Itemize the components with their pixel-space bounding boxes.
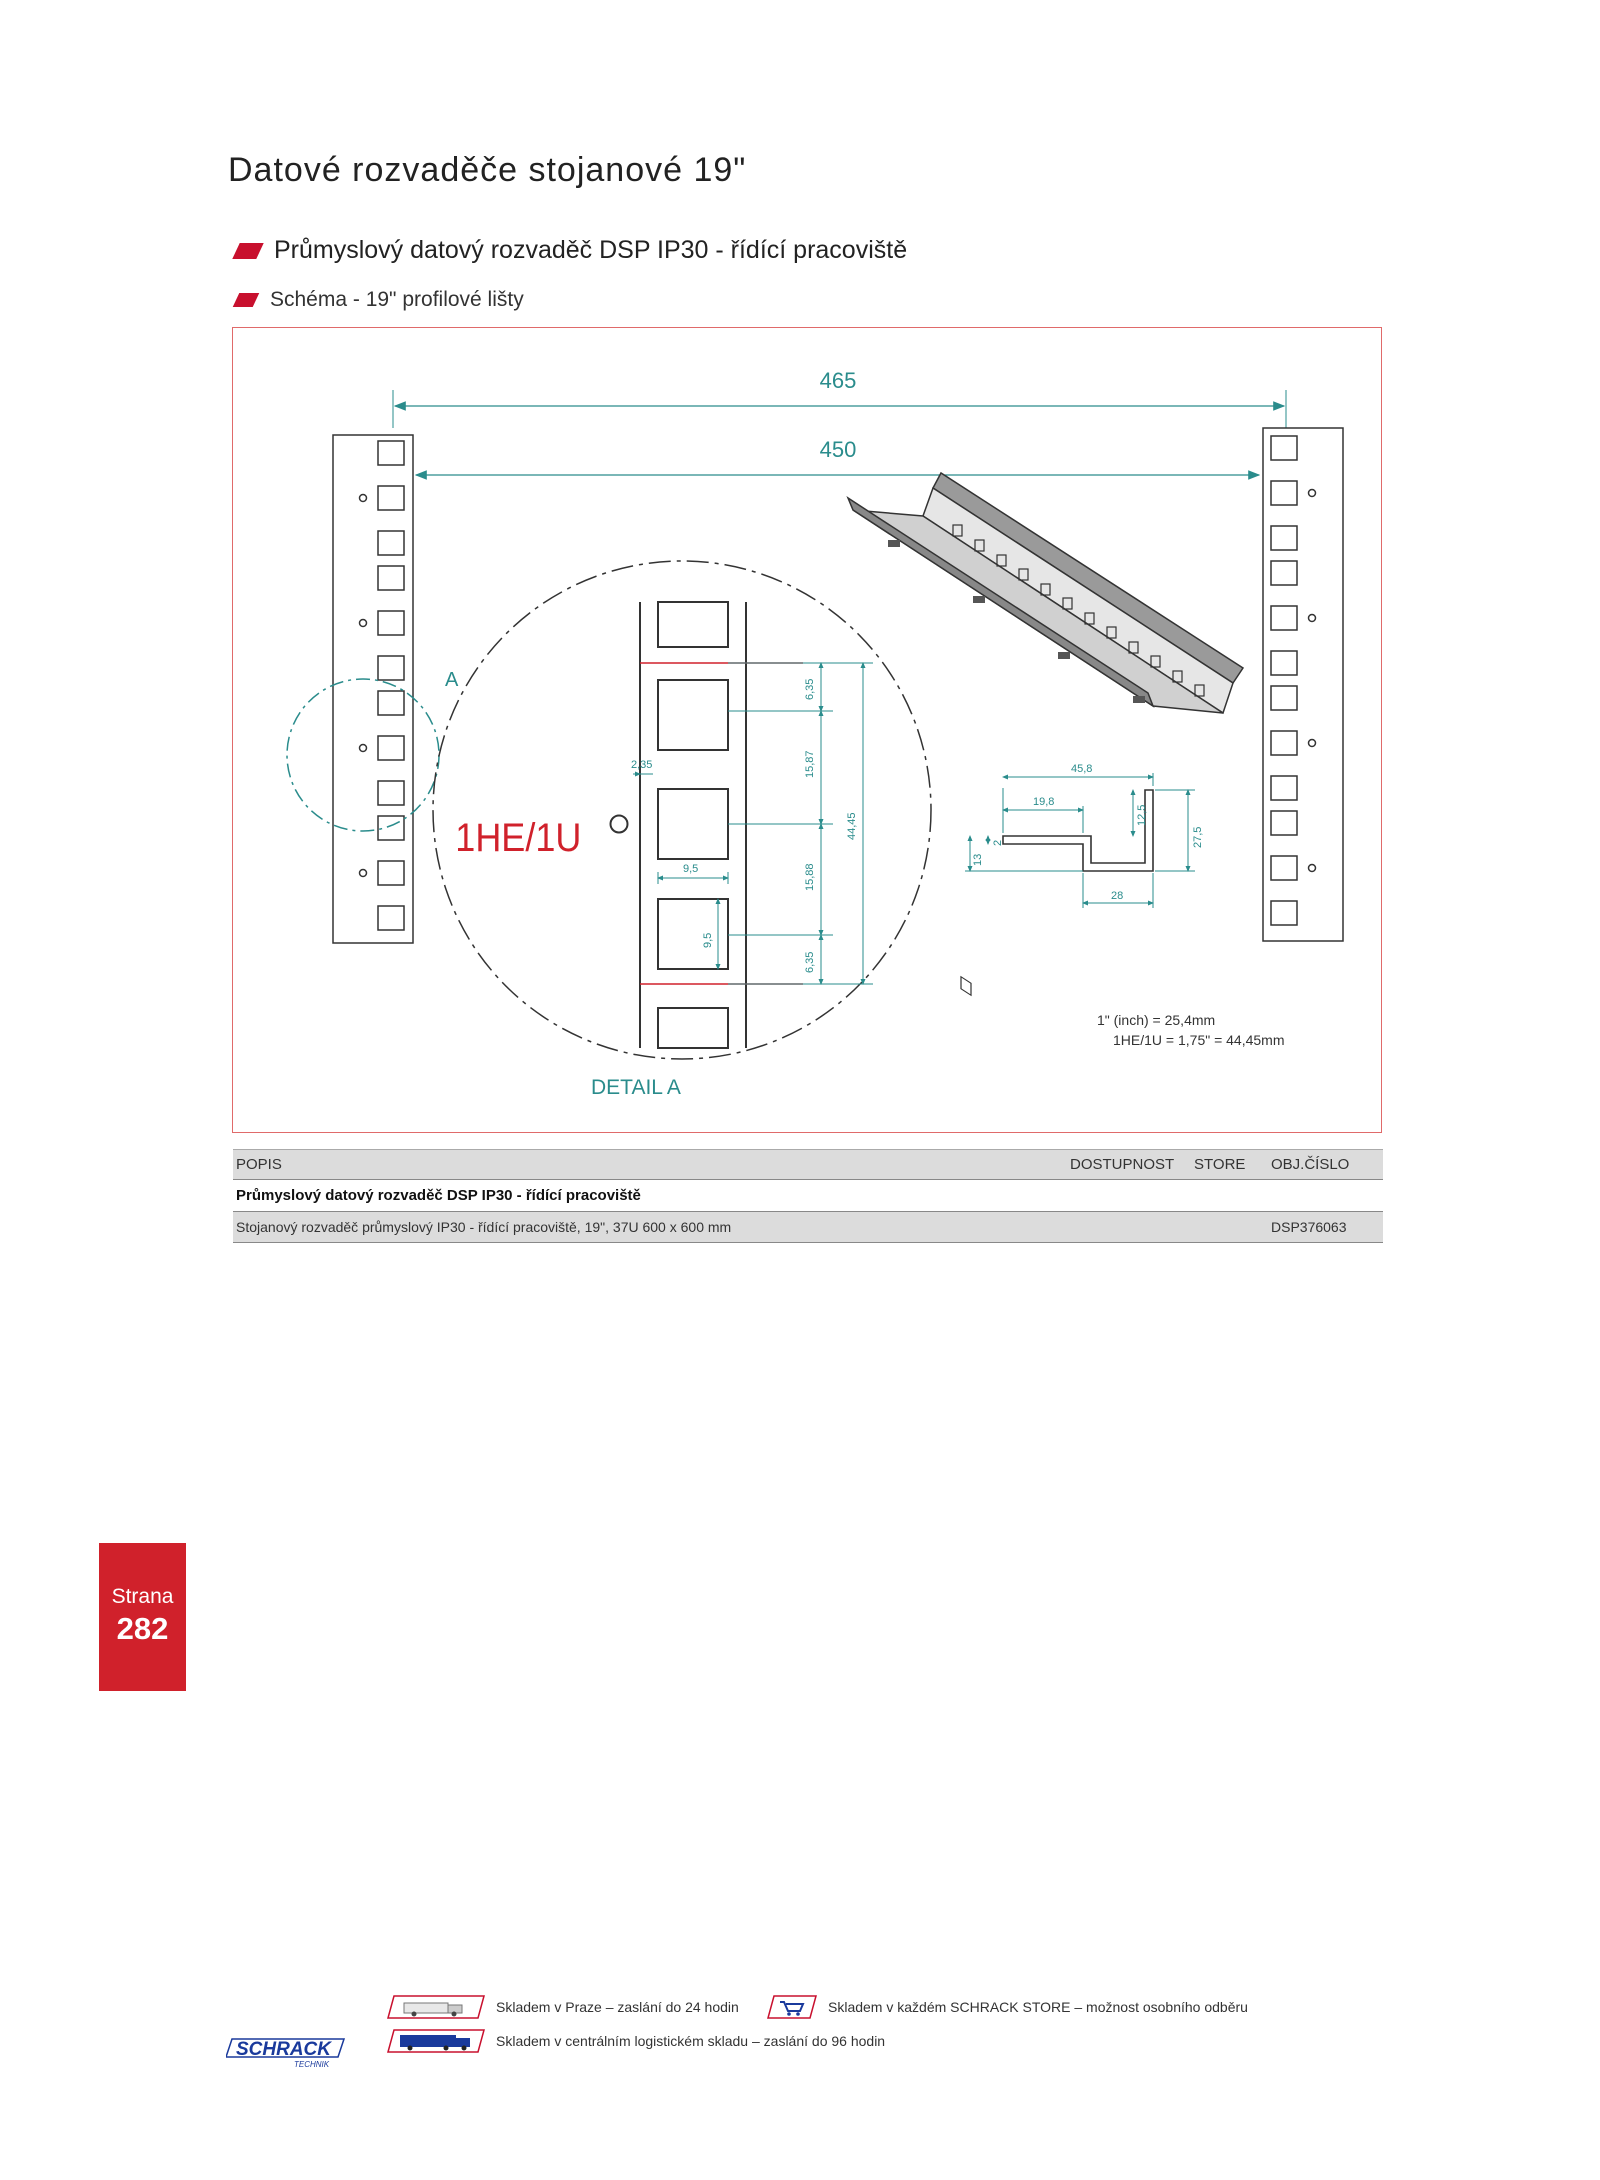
page-number: 282 [116,1611,169,1646]
shopping-cart-icon [766,1994,818,2020]
row-description: Stojanový rozvaděč průmyslový IP30 - řídící pracoviště, 19", 37U 600 x 600 mm [236,1219,732,1235]
red-marker-icon [233,293,260,307]
delivery-truck-icon [386,2028,486,2054]
table-group-title [233,1180,1383,1212]
header-availability: DOSTUPNOST [1070,1156,1175,1173]
rail-3d-illustration [848,473,1243,995]
schema-diagram [232,327,1382,1133]
schrack-logo [226,2035,350,2072]
header-store: STORE [1194,1156,1246,1173]
footer-text-central: Skladem v centrálním logistickém skladu – zaslání do 96 hodin [496,2033,886,2049]
dim-profile-1: 45,8 [1071,763,1093,775]
dim-detail-5: 44,45 [846,812,858,840]
detail-circle-small [287,679,439,831]
footer-line-central [386,2028,885,2054]
dimension-450 [416,437,1259,475]
dim-profile-3: 12,5 [1136,804,1148,826]
dim-450-label: 450 [819,437,857,462]
delivery-van-icon [386,1994,486,2020]
footer-text-store: Skladem v každém SCHRACK STORE – možnost osobního odběru [828,1999,1248,2015]
product-heading [236,236,907,265]
dim-detail-1: 6,35 [804,678,816,700]
schema-heading [236,288,524,312]
row-order-number: DSP376063 [1271,1219,1347,1235]
dim-profile-7: 28 [1111,890,1124,902]
profile-cross-section [965,763,1204,908]
dim-profile-2: 19,8 [1033,796,1055,808]
product-table [233,1149,1383,1243]
detail-caption: DETAIL A [591,1076,681,1099]
note-unit: 1HE/1U = 1,75" = 44,45mm [1113,1032,1285,1048]
dim-detail-3: 15,88 [804,863,816,891]
unit-label: 1HE/1U [455,816,582,861]
dim-detail-2: 15,87 [804,750,816,778]
page-tab-label: Strana [111,1585,174,1608]
dim-profile-5: 2 [992,839,1004,846]
dimension-465 [393,368,1286,428]
page-number-tab [99,1543,186,1691]
group-title: Průmyslový datový rozvaděč DSP IP30 - řídící pracoviště [236,1187,641,1204]
table-row [233,1212,1383,1243]
dim-profile-4: 27,5 [1192,826,1204,848]
note-inch: 1" (inch) = 25,4mm [1097,1012,1216,1028]
table-header [233,1149,1383,1180]
dim-detail-7: 9,5 [683,863,699,875]
footer-text-prague: Skladem v Praze – zaslání do 24 hodin [496,1999,739,2015]
right-rail [1263,428,1343,941]
detail-a-drawing [455,602,873,1099]
dim-detail-6: 2,35 [631,759,653,771]
schema-drawing [233,328,1383,1134]
header-order-number: OBJ.ČÍSLO [1271,1156,1350,1173]
logo-text: SCHRACK [236,2039,331,2060]
dim-profile-6: 13 [972,853,984,866]
dim-465-label: 465 [819,368,857,393]
page-title: Datové rozvaděče stojanové 19" [228,150,747,189]
schema-heading-text: Schéma - 19" profilové lišty [270,288,524,311]
dim-detail-8: 9,5 [702,932,714,948]
logo-subtext: TECHNIK [294,2060,330,2069]
footer-line-store [766,1994,1248,2020]
header-description: POPIS [236,1156,282,1173]
footer-line-prague [386,1994,739,2020]
detail-marker-label: A [445,669,459,691]
dim-detail-4: 6,35 [804,951,816,973]
red-marker-icon [232,243,263,259]
footer [0,1990,1600,2070]
product-heading-text: Průmyslový datový rozvaděč DSP IP30 - řídící pracoviště [274,236,908,264]
